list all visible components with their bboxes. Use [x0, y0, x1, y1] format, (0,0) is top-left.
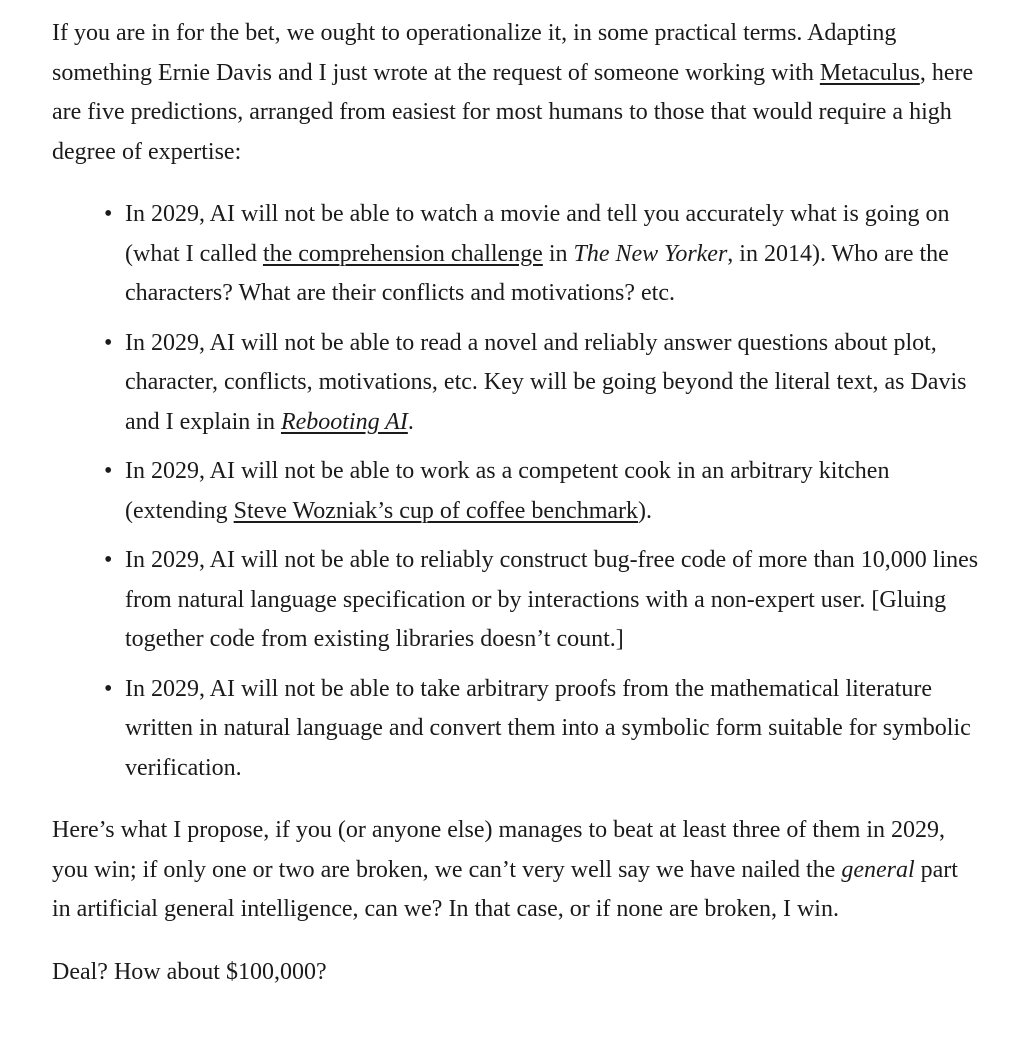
text-span: In 2029, AI will not be able to read a novel and reliably answer questions about plot, character, conflicts, motivations, etc. Key will be going beyond the literal text, as Davis and I explain in: [125, 329, 967, 435]
list-item-prediction-3: [125, 452, 980, 531]
text-link[interactable]: Rebooting AI: [280, 408, 408, 435]
text-span: In 2029, AI will not be able to reliably construct bug-free code of more than 10,000 lines from natural language specification or by interactions with a non-expert user. [Gluing together code from existing libraries doesn’t count.]: [125, 547, 979, 652]
text-span: In 2029, AI will not be able to watch a movie and tell you accurately what is going on (what I called: [125, 201, 950, 267]
text-span: .: [407, 408, 414, 435]
text-span: In 2029, AI will not be able to take arbitrary proofs from the mathematical literature written in natural language and convert them into a symbolic form suitable for symbolic verification.: [125, 675, 971, 781]
list-item-prediction-5: [125, 670, 980, 789]
predictions-list: [52, 195, 980, 788]
text-span: Deal? How about $100,000?: [52, 958, 327, 985]
list-item-prediction-2: [125, 324, 980, 443]
list-item-prediction-4: [125, 541, 980, 660]
text-span: Here’s what I propose, if you (or anyone else) manages to beat at least three of them in 2029, you win; if only one or two are broken, we can’t very well say we have nailed the: [52, 817, 946, 883]
text-link[interactable]: Metaculus: [819, 59, 920, 86]
text-span: ).: [638, 497, 653, 524]
emphasis-text: general: [841, 856, 915, 883]
list-item-prediction-1: [125, 195, 980, 314]
text-span: , in 2014). Who are the characters? What are their conflicts and motivations? etc.: [125, 240, 949, 306]
article-body: [52, 14, 980, 992]
emphasis-text: The New Yorker: [573, 240, 728, 267]
paragraph-closing: [52, 953, 980, 993]
paragraph-proposal: [52, 811, 980, 930]
text-link[interactable]: Steve Wozniak’s cup of coffee benchmark: [233, 497, 639, 524]
text-span: , here are five predictions, arranged from easiest for most humans to those that would require a high degree of expertise:: [52, 59, 974, 165]
text-span: part in artificial general intelligence, can we? In that case, or if none are broken, I win.: [52, 856, 958, 922]
text-span: in: [542, 240, 574, 267]
text-link[interactable]: the comprehension challenge: [262, 240, 543, 267]
paragraph-intro: [52, 14, 980, 172]
text-span: In 2029, AI will not be able to work as a competent cook in an arbitrary kitchen (extending: [125, 458, 890, 524]
text-span: If you are in for the bet, we ought to operationalize it, in some practical terms. Adapting something Ernie Davis and I just wrote at the request of someone working with: [52, 20, 897, 86]
